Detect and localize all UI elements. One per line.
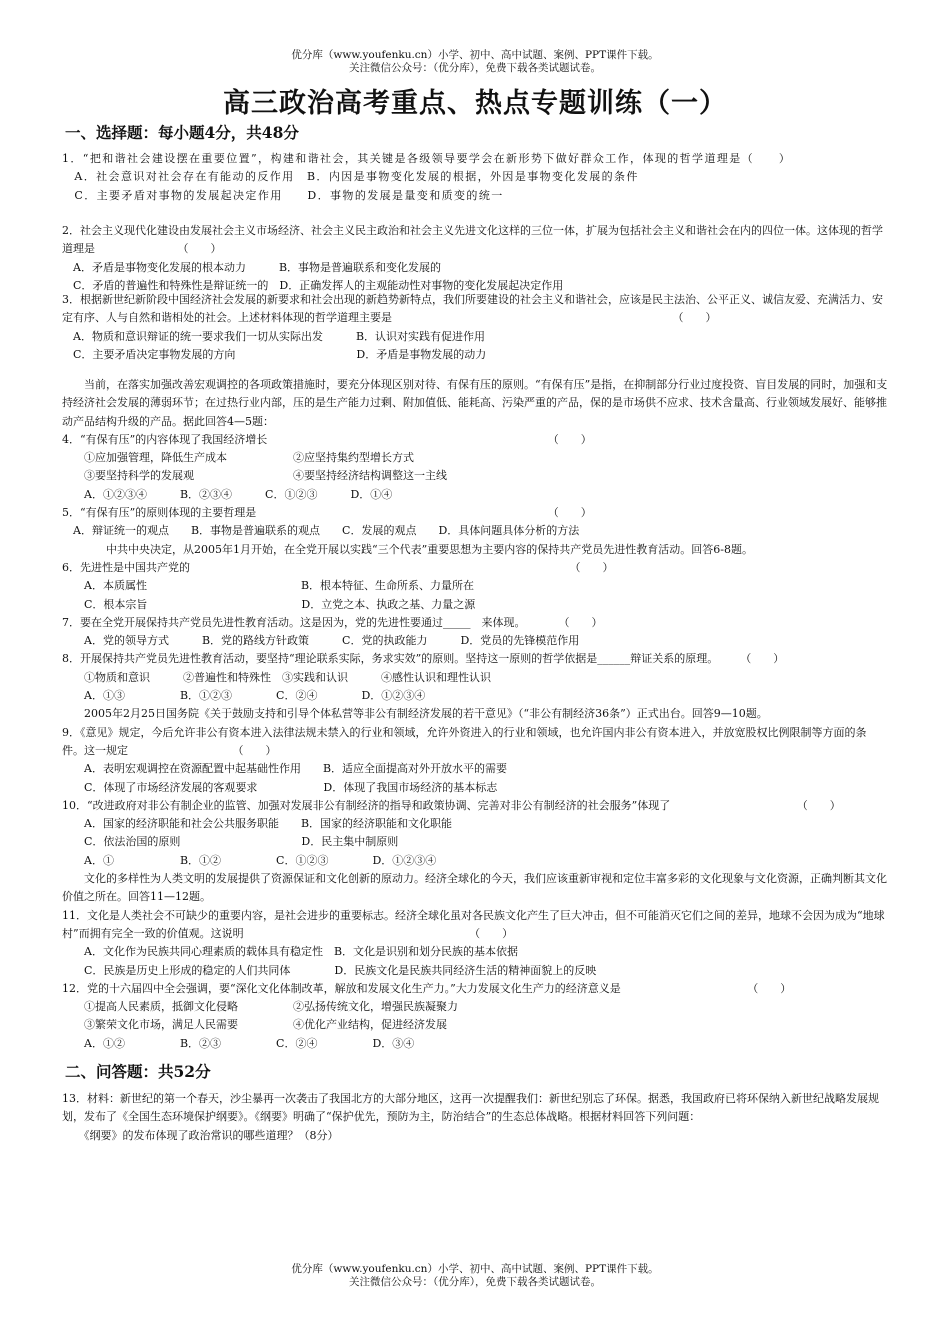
question-1: 1．“把和谐社会建设摆在重要位置”，构建和谐社会，其关键是各级领导要学会在新形势下做好群众工作，体现的哲学道理是（ ） A．社会意识对社会存在有能动的反作用 B．内因是事物变化发展的根据，外因是事物变化发展的条件 C．主要矛盾对事物的发展起决定作用 D．事物的发展是量变和质变的统一 [62, 152, 792, 202]
header-line-1: 优分库（www.youfenku.cn）小学、初中、高中试题、案例、PPT课件下载。 [291, 49, 659, 61]
section-heading-essay: 二、问答题：共52分 [65, 1062, 211, 1081]
footer-line-2: 关注微信公众号：（优分库），免费下载各类试题试卷。 [349, 1276, 601, 1288]
header-line-2: 关注微信公众号：（优分库），免费下载各类试题试卷。 [349, 62, 601, 74]
question-3: 3．根据新世纪新阶段中国经济社会发展的新要求和社会出现的新趋势新特点，我们所要建设的社会主义和谐社会，应该是民主法治、公平正义、诚信友爱、充满活力、安定有序、人与自然和谐相处的社会。上述材料体现的哲学道理主要是 （ ） A．物质和意识辩证的统一要求我们一切从实际出发 B．认识对实践有促进作用 C．主要矛盾决定事物发展的方向 D．矛盾是事物发展的动力 [62, 293, 883, 361]
questions-4-to-12: 当前，在落实加强改善宏观调控的各项政策措施时，要充分体现区别对待、有保有压的原则。“有保有压”是指，在抑制部分行业过度投资、盲目发展的同时，加强和支持经济社会发展的薄弱环节；在过热行业内部，压的是生产能力过剩、附加值低、能耗高、污染严重的产品，保的是市场供不应求、技术含量高、行业领域发展好、能够推动产品结构升级的产品。据此回答4—5题： 4．“有保有压”的内容体现了我国经济增长 （ ） ①应加强管理，降低生产成本 ②应坚持集约型增长方式 ③要坚持科学的发展观 ④要坚持经济结构调整这一主线 A．①②③④ B．②③④ C．①②③ D．①④ 5．“有保有压”的原则体现的主要哲理是 （ ） A．辩证统一的观点 B．事物是普遍联系的观点 C．发展的观点 D．具体问题具体分析的方法 中共中央决定，从2005年1月开始，在全党开展以实践“三个代表”重要思想为主要内容的保持共产党员先进性教育活动。回答6-8题。 6．先进性是中国共产党的 （ ） A．本质属性 B．根本特征、生命所系、力量所在 C．根本宗旨 D．立党之本、执政之基、力量之源 7．要在全党开展保持共产党员先进性教育活动。这是因为，党的先进性要通过_____ 来体现。 （ ） A．党的领导方式 B．党的路线方针政策 C．党的执政能力 D．党员的先锋模范作用 8．开展保持共产党员先进性教育活动，要坚持“理论联系实际，务求实效”的原则。坚持这一原则的哲学依据是______辩证关系的原理。 （ ） ①物质和意识 ②普遍性和特殊性 ③实践和认识 ④感性认识和理性认识 A．①③ B．①②③ C．②④ D．①②③④ 2005年2月25日国务院《关于鼓励支持和引导个体私营等非公有制经济发展的若干意见》（“非公有制经济36条”）正式出台。回答9—10题。 9．《意见》规定，今后允许非公有资本进入法律法规未禁入的行业和领域，允许外资进入的行业和领域，也允许国内非公有资本进入，并放宽股权比例限制等方面的条件。这一规定 （ ） A．表明宏观调控在资源配置中起基础性作用 B．适应全面提高对外开放水平的需要 C．体现了市场经济发展的客观要求 D．体现了我国市场经济的基本标志 10．“改进政府对非公有制企业的监管、加强对发展非公有制经济的指导和政策协调、完善对非公有制经济的社会服务”体现了 （ ） A．国家的经济职能和社会公共服务职能 B．国家的经济职能和文化职能 C．依法治国的原则 D．民主集中制原则 A．① B．①② C．①②③ D．①②③④ 文化的多样性为人类文明的发展提供了资源保证和文化创新的原动力。经济全球化的今天，我们应该重新审视和定位丰富多彩的文化现象与文化资源，正确判断其文化价值之所在。回答11—12题。 11．文化是人类社会不可缺少的重要内容，是社会进步的重要标志。经济全球化虽对各民族文化产生了巨大冲击，但不可能消灭它们之间的差异，地球不会因为成为“地球村”而拥有完全一致的价值观。这说明 （ ） A．文化作为民族共同心理素质的载体具有稳定性 B．文化是识别和划分民族的基本依据 C．民族是历史上形成的稳定的人们共同体 D．民族文化是民族共同经济生活的精神面貌上的反映 12．党的十六届四中全会强调，要“深化文化体制改革，解放和发展文化生产力。”大力发展文化生产力的经济意义是 （ ） ①提高人民素质，抵御文化侵略 ②弘扬传统文化，增强民族凝聚力 ③繁荣文化市场，满足人民需要 ④优化产业结构，促进经济发展 A．①② B．②③ C．②④ D．③④ [62, 378, 888, 1050]
question-13: 13．材料：新世纪的第一个春天，沙尘暴再一次袭击了我国北方的大部分地区，这再一次提醒我们：新世纪别忘了环保。据悉，我国政府已将环保纳入新世纪战略发展规划，发布了《全国生态环境保护纲要》。《纲要》明确了“保护优先，预防为主，防治结合”的生态总体战略。根据材料回答下列问题： 《纲要》的发布体现了政治常识的哪些道理？（8分） [62, 1092, 879, 1142]
section-heading-choice: 一、选择题：每小题4分，共48分 [65, 123, 299, 142]
page-header [0, 49, 950, 75]
footer-line-1: 优分库（www.youfenku.cn）小学、初中、高中试题、案例、PPT课件下载。 [291, 1263, 659, 1275]
question-2: 2．社会主义现代化建设由发展社会主义市场经济、社会主义民主政治和社会主义先进文化这样的三位一体，扩展为包括社会主义和谐社会在内的四位一体。这体现的哲学道理是 （ ） A．矛盾是事物变化发展的根本动力 B．事物是普遍联系和变化发展的 C．矛盾的普遍性和特殊性是辩证统一的 D．正确发挥人的主观能动性对事物的变化发展起决定作用 [62, 224, 883, 292]
page-footer [0, 1263, 950, 1289]
page-title: 高三政治高考重点、热点专题训练（一） [223, 88, 727, 119]
